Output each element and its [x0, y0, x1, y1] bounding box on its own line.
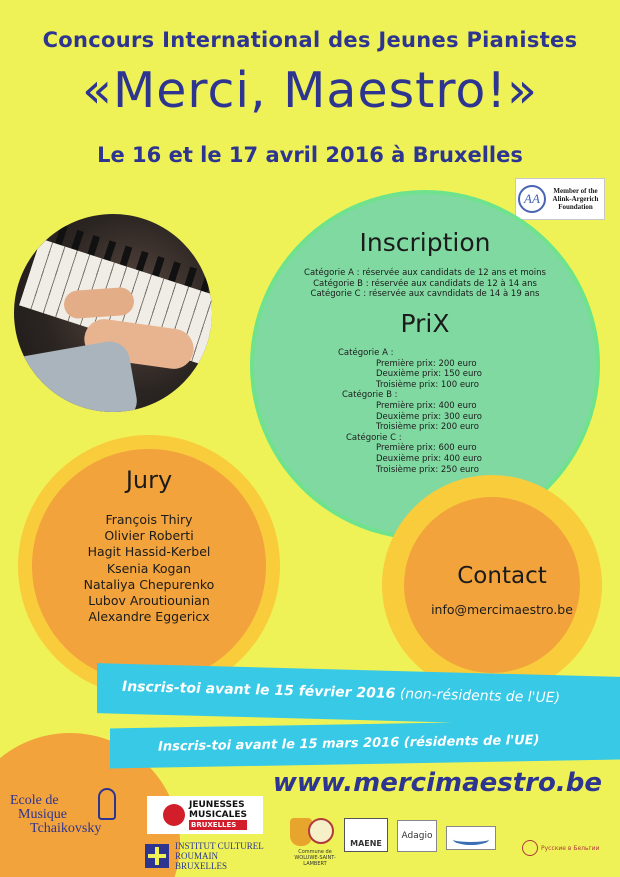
- inscription-title: Inscription: [359, 228, 491, 257]
- contest-title: «Merci, Maestro!»: [81, 62, 539, 119]
- woluwe-label: Commune de WOLUWE-SAINT-LAMBERT: [294, 849, 336, 867]
- icr-line-2: ROUMAIN: [175, 851, 219, 861]
- jm-line-3: BRUXELLES: [189, 820, 247, 830]
- deadline-2-text: Inscris-toi avant le 15 mars 2016 (résidents de l'UE): [158, 732, 540, 755]
- wave-icon: [453, 834, 489, 845]
- prix-a-2: Deuxième prix: 150 euro: [376, 369, 482, 380]
- jury-member: Lubov Aroutiounian: [88, 593, 210, 609]
- jury-member: Alexandre Eggericx: [88, 609, 210, 625]
- ecole-line-2: Musique: [18, 807, 67, 822]
- argerich-foundation-badge: [515, 178, 605, 220]
- woluwe-seal-icon: [308, 818, 334, 844]
- contact-email[interactable]: info@mercimaestro.be: [431, 602, 573, 617]
- contact-title: Contact: [457, 563, 547, 589]
- deadline-1-tail: (non-résidents de l'UE): [395, 685, 561, 707]
- adagio-logo: Adagio: [397, 820, 437, 852]
- badge-text: Member of the Alink-Argerich Foundation: [552, 187, 599, 211]
- prix-a-3: Troisième prix: 100 euro: [376, 379, 479, 390]
- ecole-line-1: Ecole de: [10, 793, 59, 808]
- prix-a-1: Première prix: 200 euro: [376, 358, 477, 369]
- jury-member: Nataliya Chepurenko: [83, 576, 215, 592]
- jury-member: François Thiry: [105, 512, 193, 527]
- deadline-ribbon-2: [110, 720, 620, 769]
- jury-title: Jury: [125, 466, 173, 494]
- prix-title: PriX: [400, 309, 450, 338]
- deadline-1-main: Inscris-toi avant le 15 février 2016: [122, 678, 396, 702]
- jury-member: Ksenia Kogan: [106, 560, 192, 576]
- inscription-category-c: Catégorie C : réservée aux cavndidats de 14 à 19 ans: [310, 289, 540, 299]
- jm-line-2: MUSICALES: [188, 810, 248, 820]
- russian-sponsor-text: Русские в Бельгии: [541, 844, 600, 852]
- prix-list: [338, 348, 518, 475]
- prix-c-2: Deuxième prix: 400 euro: [376, 453, 482, 464]
- deadline-1-text: [122, 679, 560, 706]
- piano-photo: [14, 214, 212, 412]
- inscription-category-a: Catégorie A : réservée aux candidats de 12 ans et moins: [304, 268, 546, 278]
- inscription-list: [250, 268, 600, 300]
- institut-culturel-roumain-logo: [145, 840, 285, 872]
- ecole-line-3: Tchaikovsky: [30, 821, 102, 836]
- jury-member: Hagit Hassid-Kerbel: [87, 544, 211, 560]
- prix-category-b: Catégorie B :: [342, 390, 398, 401]
- icr-cross-icon: [145, 844, 169, 868]
- prix-b-1: Première prix: 400 euro: [376, 400, 477, 411]
- jeunesses-musicales-logo: [147, 796, 263, 834]
- wave-sponsor-logo: [446, 826, 496, 850]
- contest-date: Le 16 et le 17 avril 2016 à Bruxelles: [97, 143, 523, 167]
- prix-category-a: Catégorie A :: [338, 348, 394, 358]
- inscription-category-b: Catégorie B : réservée aux candidats de 12 à 14 ans: [313, 278, 537, 289]
- prix-b-2: Deuxième prix: 300 euro: [376, 411, 482, 422]
- jm-line-1: JEUNESSES: [188, 800, 245, 810]
- prix-c-3: Troisième prix: 250 euro: [376, 464, 479, 475]
- prix-c-1: Première prix: 600 euro: [376, 443, 477, 454]
- jury-list: [32, 512, 266, 625]
- icr-line-3: BRUXELLES: [175, 861, 228, 871]
- lyre-icon: [98, 788, 116, 820]
- russian-logo-icon: [522, 840, 538, 856]
- contest-subtitle: Concours International des Jeunes Pianistes: [42, 28, 578, 52]
- prix-b-3: Troisième prix: 200 euro: [376, 422, 479, 433]
- foundation-logo-icon: AA: [518, 185, 546, 213]
- maene-logo: MAENE: [344, 818, 388, 852]
- ecole-tchaikovsky-logo: [8, 790, 138, 840]
- icr-line-1: INSTITUT CULTUREL: [175, 841, 264, 851]
- russian-sponsor-logo: [522, 840, 602, 856]
- jury-member: Olivier Roberti: [104, 528, 194, 544]
- website-link[interactable]: www.mercimaestro.be: [272, 768, 602, 798]
- jm-dot-icon: [163, 804, 185, 826]
- prix-category-c: Catégorie C :: [346, 432, 402, 443]
